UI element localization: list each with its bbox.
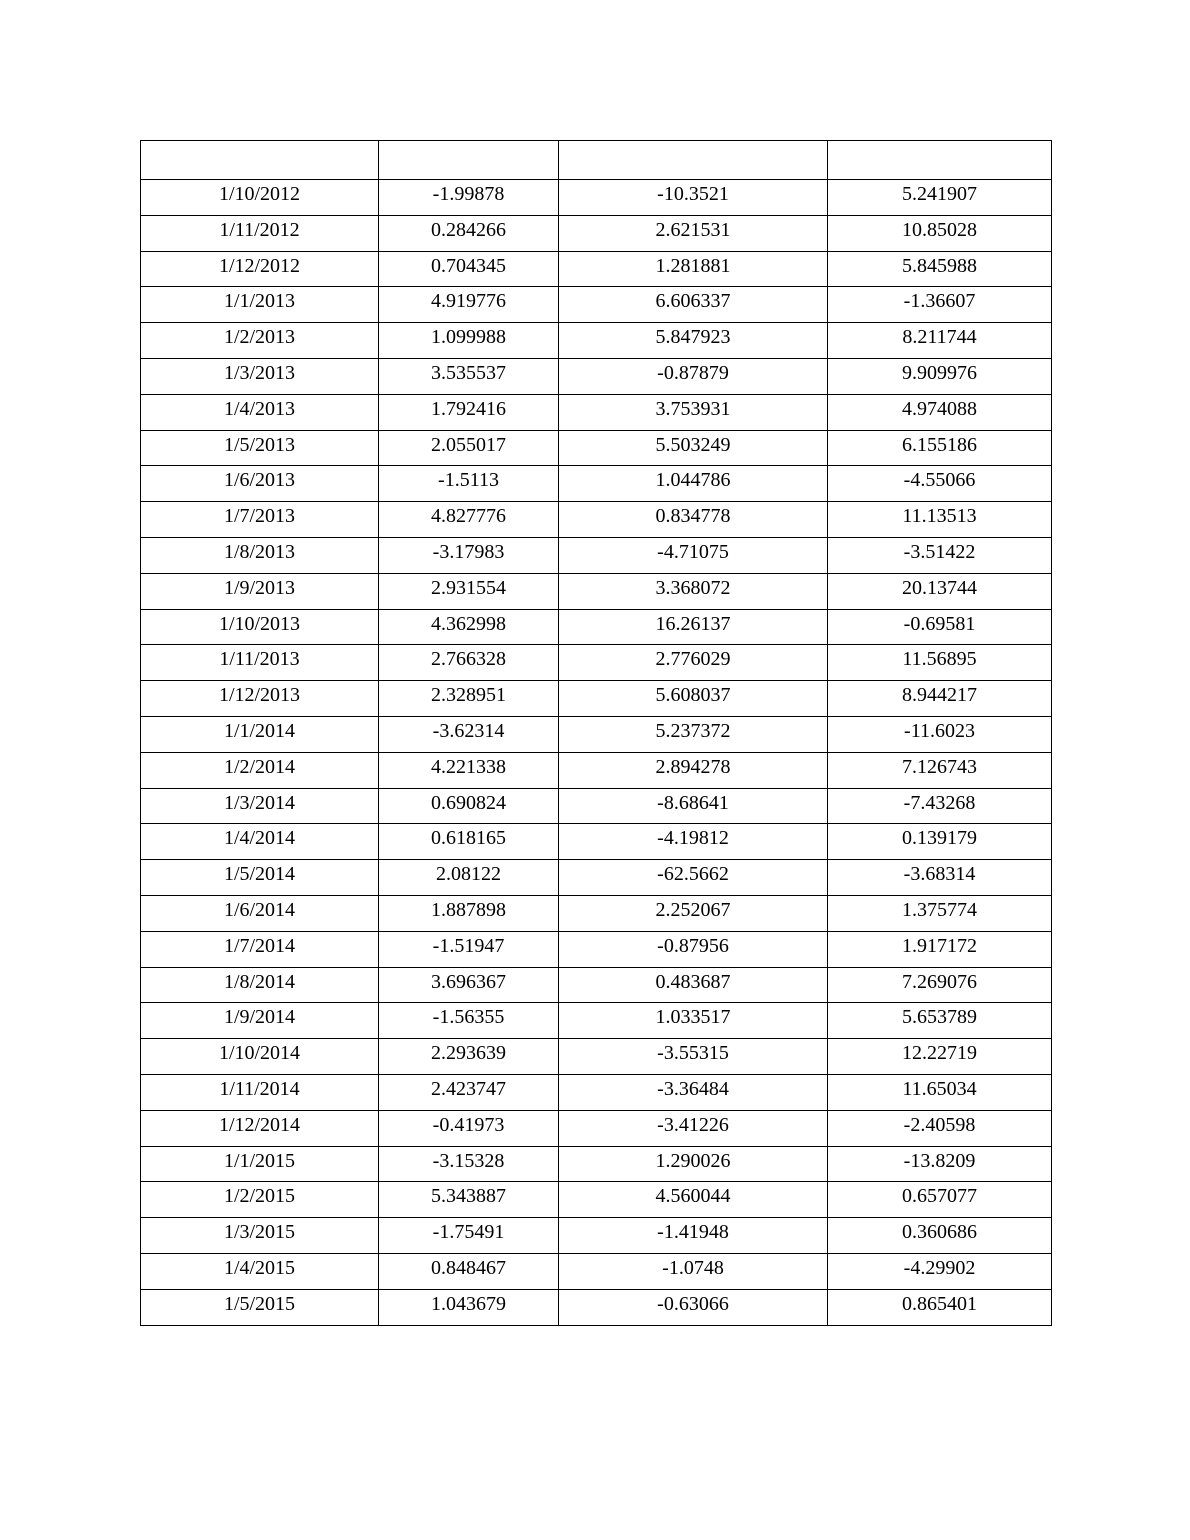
value-cell-2: 0.483687 xyxy=(559,967,828,1003)
value-cell-3: 7.269076 xyxy=(828,967,1052,1003)
value-cell-3: -11.6023 xyxy=(828,716,1052,752)
date-cell: 1/11/2014 xyxy=(141,1074,379,1110)
value-cell-1: 5.343887 xyxy=(379,1182,559,1218)
value-cell-2: -4.71075 xyxy=(559,537,828,573)
value-cell-2: -0.87956 xyxy=(559,931,828,967)
value-cell-1: -3.17983 xyxy=(379,537,559,573)
date-cell: 1/3/2013 xyxy=(141,358,379,394)
value-cell-2: 2.621531 xyxy=(559,215,828,251)
date-cell: 1/1/2013 xyxy=(141,287,379,323)
date-cell: 1/7/2013 xyxy=(141,502,379,538)
value-cell-1: -3.62314 xyxy=(379,716,559,752)
date-cell: 1/12/2013 xyxy=(141,681,379,717)
value-cell-1: 2.931554 xyxy=(379,573,559,609)
value-cell-2: 5.847923 xyxy=(559,323,828,359)
value-cell-3: 11.56895 xyxy=(828,645,1052,681)
table-row xyxy=(141,1074,1052,1110)
value-cell-2: -0.87879 xyxy=(559,358,828,394)
table-row xyxy=(141,788,1052,824)
value-cell-1: 2.766328 xyxy=(379,645,559,681)
value-cell-1: 2.328951 xyxy=(379,681,559,717)
table-row xyxy=(141,323,1052,359)
table-row xyxy=(141,860,1052,896)
date-cell: 1/6/2013 xyxy=(141,466,379,502)
date-cell: 1/6/2014 xyxy=(141,895,379,931)
header-cell xyxy=(141,141,379,180)
value-cell-1: 4.362998 xyxy=(379,609,559,645)
value-cell-3: 0.865401 xyxy=(828,1289,1052,1325)
date-cell: 1/3/2014 xyxy=(141,788,379,824)
date-cell: 1/5/2014 xyxy=(141,860,379,896)
date-cell: 1/1/2014 xyxy=(141,716,379,752)
value-cell-1: -1.51947 xyxy=(379,931,559,967)
table-row xyxy=(141,1182,1052,1218)
date-cell: 1/8/2013 xyxy=(141,537,379,573)
value-cell-3: -0.69581 xyxy=(828,609,1052,645)
value-cell-2: 1.290026 xyxy=(559,1146,828,1182)
value-cell-1: 2.423747 xyxy=(379,1074,559,1110)
value-cell-3: 6.155186 xyxy=(828,430,1052,466)
value-cell-1: 0.618165 xyxy=(379,824,559,860)
table-row xyxy=(141,895,1052,931)
value-cell-2: 2.252067 xyxy=(559,895,828,931)
value-cell-2: 1.281881 xyxy=(559,251,828,287)
header-cell xyxy=(559,141,828,180)
table-row xyxy=(141,537,1052,573)
value-cell-1: 0.284266 xyxy=(379,215,559,251)
value-cell-2: 16.26137 xyxy=(559,609,828,645)
date-cell: 1/12/2014 xyxy=(141,1110,379,1146)
table-row xyxy=(141,394,1052,430)
value-cell-2: 5.237372 xyxy=(559,716,828,752)
date-cell: 1/5/2013 xyxy=(141,430,379,466)
value-cell-1: 0.704345 xyxy=(379,251,559,287)
value-cell-2: -1.0748 xyxy=(559,1253,828,1289)
date-cell: 1/10/2012 xyxy=(141,180,379,216)
value-cell-3: 20.13744 xyxy=(828,573,1052,609)
value-cell-2: -8.68641 xyxy=(559,788,828,824)
table-row xyxy=(141,1253,1052,1289)
value-cell-3: 0.360686 xyxy=(828,1218,1052,1254)
value-cell-3: 4.974088 xyxy=(828,394,1052,430)
table-row xyxy=(141,931,1052,967)
date-cell: 1/2/2014 xyxy=(141,752,379,788)
table-row xyxy=(141,215,1052,251)
table-row xyxy=(141,1146,1052,1182)
date-cell: 1/8/2014 xyxy=(141,967,379,1003)
value-cell-3: -3.68314 xyxy=(828,860,1052,896)
table-row xyxy=(141,180,1052,216)
date-cell: 1/11/2013 xyxy=(141,645,379,681)
value-cell-2: -4.19812 xyxy=(559,824,828,860)
value-cell-2: -62.5662 xyxy=(559,860,828,896)
value-cell-2: 0.834778 xyxy=(559,502,828,538)
data-table xyxy=(140,140,1052,1326)
date-cell: 1/5/2015 xyxy=(141,1289,379,1325)
table-row xyxy=(141,1110,1052,1146)
value-cell-2: -3.36484 xyxy=(559,1074,828,1110)
table-row xyxy=(141,1218,1052,1254)
value-cell-2: 4.560044 xyxy=(559,1182,828,1218)
value-cell-2: 3.368072 xyxy=(559,573,828,609)
value-cell-1: 1.099988 xyxy=(379,323,559,359)
value-cell-3: 10.85028 xyxy=(828,215,1052,251)
value-cell-1: -1.75491 xyxy=(379,1218,559,1254)
date-cell: 1/2/2013 xyxy=(141,323,379,359)
value-cell-1: -1.5113 xyxy=(379,466,559,502)
value-cell-2: 1.033517 xyxy=(559,1003,828,1039)
value-cell-1: 3.535537 xyxy=(379,358,559,394)
value-cell-1: 4.221338 xyxy=(379,752,559,788)
date-cell: 1/12/2012 xyxy=(141,251,379,287)
value-cell-2: 2.894278 xyxy=(559,752,828,788)
table-row xyxy=(141,287,1052,323)
table-row xyxy=(141,358,1052,394)
value-cell-2: -10.3521 xyxy=(559,180,828,216)
table-row xyxy=(141,430,1052,466)
value-cell-2: -3.41226 xyxy=(559,1110,828,1146)
value-cell-3: -1.36607 xyxy=(828,287,1052,323)
value-cell-1: 2.293639 xyxy=(379,1039,559,1075)
date-cell: 1/10/2013 xyxy=(141,609,379,645)
value-cell-3: 8.944217 xyxy=(828,681,1052,717)
table-row xyxy=(141,251,1052,287)
table-row xyxy=(141,573,1052,609)
table-row xyxy=(141,1039,1052,1075)
header-cell xyxy=(379,141,559,180)
table-row xyxy=(141,752,1052,788)
value-cell-2: 3.753931 xyxy=(559,394,828,430)
table-row xyxy=(141,645,1052,681)
value-cell-3: 12.22719 xyxy=(828,1039,1052,1075)
value-cell-2: -0.63066 xyxy=(559,1289,828,1325)
table-row xyxy=(141,466,1052,502)
value-cell-1: 0.848467 xyxy=(379,1253,559,1289)
date-cell: 1/4/2015 xyxy=(141,1253,379,1289)
value-cell-3: -4.55066 xyxy=(828,466,1052,502)
value-cell-1: 2.08122 xyxy=(379,860,559,896)
date-cell: 1/10/2014 xyxy=(141,1039,379,1075)
value-cell-1: 1.043679 xyxy=(379,1289,559,1325)
value-cell-3: 5.845988 xyxy=(828,251,1052,287)
value-cell-3: -3.51422 xyxy=(828,537,1052,573)
value-cell-2: 2.776029 xyxy=(559,645,828,681)
date-cell: 1/7/2014 xyxy=(141,931,379,967)
value-cell-2: 6.606337 xyxy=(559,287,828,323)
value-cell-1: 1.887898 xyxy=(379,895,559,931)
table-row xyxy=(141,502,1052,538)
value-cell-1: 3.696367 xyxy=(379,967,559,1003)
value-cell-3: 0.139179 xyxy=(828,824,1052,860)
table-row xyxy=(141,1289,1052,1325)
value-cell-3: 8.211744 xyxy=(828,323,1052,359)
date-cell: 1/3/2015 xyxy=(141,1218,379,1254)
table-row xyxy=(141,1003,1052,1039)
value-cell-3: 5.653789 xyxy=(828,1003,1052,1039)
value-cell-3: 1.375774 xyxy=(828,895,1052,931)
table-row xyxy=(141,681,1052,717)
table-row xyxy=(141,716,1052,752)
date-cell: 1/1/2015 xyxy=(141,1146,379,1182)
value-cell-1: -1.56355 xyxy=(379,1003,559,1039)
value-cell-3: -13.8209 xyxy=(828,1146,1052,1182)
value-cell-1: -3.15328 xyxy=(379,1146,559,1182)
value-cell-3: 7.126743 xyxy=(828,752,1052,788)
table-row xyxy=(141,824,1052,860)
value-cell-1: 1.792416 xyxy=(379,394,559,430)
date-cell: 1/4/2013 xyxy=(141,394,379,430)
value-cell-3: 11.65034 xyxy=(828,1074,1052,1110)
value-cell-3: 11.13513 xyxy=(828,502,1052,538)
date-cell: 1/2/2015 xyxy=(141,1182,379,1218)
value-cell-3: 9.909976 xyxy=(828,358,1052,394)
header-cell xyxy=(828,141,1052,180)
value-cell-2: -3.55315 xyxy=(559,1039,828,1075)
value-cell-2: 5.608037 xyxy=(559,681,828,717)
value-cell-1: 0.690824 xyxy=(379,788,559,824)
value-cell-3: -4.29902 xyxy=(828,1253,1052,1289)
value-cell-3: 5.241907 xyxy=(828,180,1052,216)
date-cell: 1/4/2014 xyxy=(141,824,379,860)
value-cell-1: -0.41973 xyxy=(379,1110,559,1146)
value-cell-2: 5.503249 xyxy=(559,430,828,466)
value-cell-3: -2.40598 xyxy=(828,1110,1052,1146)
value-cell-3: 1.917172 xyxy=(828,931,1052,967)
table-header-row xyxy=(141,141,1052,180)
value-cell-3: 0.657077 xyxy=(828,1182,1052,1218)
date-cell: 1/9/2014 xyxy=(141,1003,379,1039)
value-cell-1: -1.99878 xyxy=(379,180,559,216)
value-cell-1: 4.919776 xyxy=(379,287,559,323)
date-cell: 1/11/2012 xyxy=(141,215,379,251)
value-cell-2: -1.41948 xyxy=(559,1218,828,1254)
table-body xyxy=(141,141,1052,1326)
date-cell: 1/9/2013 xyxy=(141,573,379,609)
table-row xyxy=(141,967,1052,1003)
value-cell-3: -7.43268 xyxy=(828,788,1052,824)
value-cell-2: 1.044786 xyxy=(559,466,828,502)
table-row xyxy=(141,609,1052,645)
value-cell-1: 2.055017 xyxy=(379,430,559,466)
value-cell-1: 4.827776 xyxy=(379,502,559,538)
